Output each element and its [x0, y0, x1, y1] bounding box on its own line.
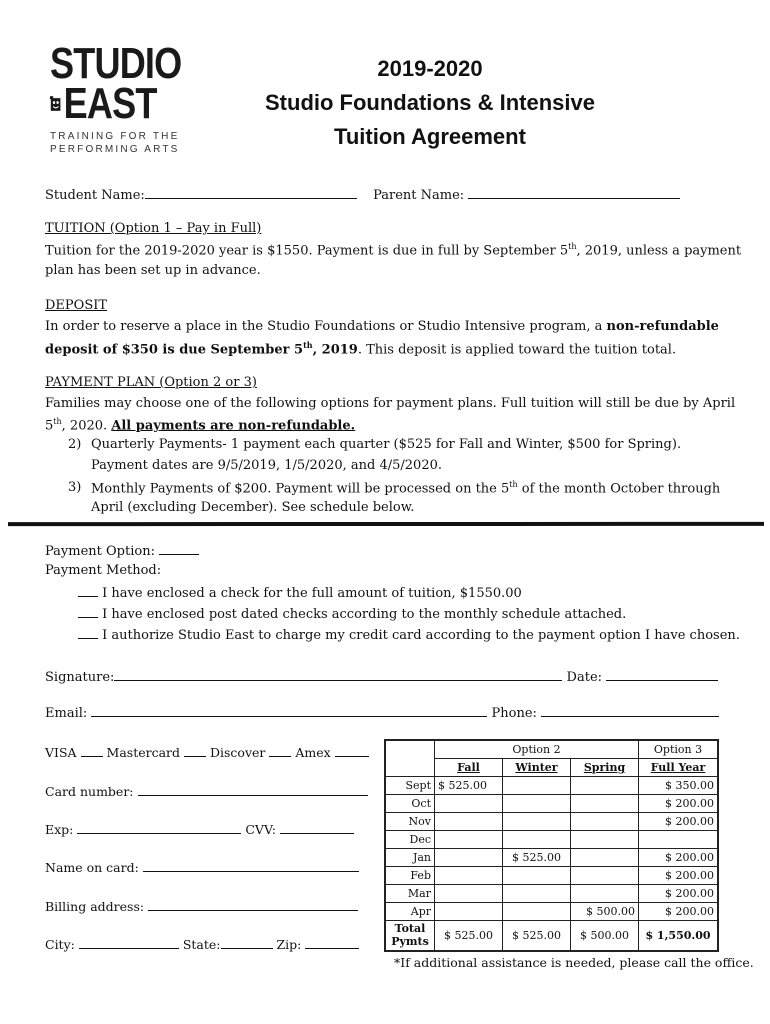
discover-label: Discover [210, 745, 266, 760]
fall-cell [435, 849, 503, 867]
fall-cell [435, 903, 503, 921]
fall-cell [435, 867, 503, 885]
pp-sup: th [53, 417, 62, 426]
header-blank-cell [385, 740, 435, 777]
names-row [45, 186, 680, 203]
total-label: Total [394, 922, 426, 936]
payment-method-label: Payment Method: [45, 563, 162, 578]
winter-cell [503, 813, 571, 831]
email-label: Email: [45, 706, 88, 721]
payment-option-row [45, 542, 199, 559]
table-row [385, 903, 718, 921]
deposit-bold-c: , 2019 [312, 342, 358, 358]
option2-number: 2) [68, 437, 82, 452]
month-cell: Nov [385, 813, 435, 831]
city-state-zip-row [45, 936, 359, 952]
city-label: City: [45, 937, 75, 952]
payment-schedule-table [384, 739, 719, 952]
col-spring: Spring [571, 759, 639, 777]
name-on-card-row [45, 859, 359, 875]
full-cell: $ 200.00 [639, 849, 719, 867]
opt3-text-a: Monthly Payments of $200. Payment will be processed on the 5 [91, 481, 510, 497]
tuition-sup: th [568, 242, 577, 251]
fall-cell [435, 831, 503, 849]
month-cell: Mar [385, 885, 435, 903]
deposit-heading: DEPOSIT [45, 298, 108, 313]
payment-plan-text-2 [45, 417, 355, 433]
discover-field[interactable] [269, 744, 291, 757]
exp-field[interactable] [77, 821, 241, 834]
state-label: State: [182, 937, 221, 952]
month-cell: Apr [385, 903, 435, 921]
title-program: Studio Foundations & Intensive [265, 90, 595, 115]
option3-line-1 [91, 480, 751, 496]
logo-tagline-2: PERFORMING ARTS [50, 144, 180, 155]
month-cell: Jan [385, 849, 435, 867]
studio-east-logo [50, 39, 182, 156]
deposit-text-2 [45, 340, 745, 357]
option2-line-1: Quarterly Payments- 1 payment each quarter ($525 for Fall and Winter, $500 for Spring). [91, 437, 682, 452]
assistance-note: *If additional assistance is needed, please call the office. [394, 955, 754, 970]
full-cell: $ 200.00 [639, 867, 719, 885]
method-check-blank[interactable] [78, 584, 98, 597]
winter-cell [503, 903, 571, 921]
table-row [385, 867, 718, 885]
table-row [385, 831, 718, 849]
deposit-text-1 [45, 319, 745, 334]
spring-cell [571, 831, 639, 849]
month-cell: Sept [385, 777, 435, 795]
card-number-label: Card number: [45, 784, 134, 799]
email-field[interactable] [91, 704, 487, 717]
opt3-sup: th [509, 480, 518, 489]
spring-cell: $ 500.00 [571, 903, 639, 921]
fall-cell [435, 795, 503, 813]
section-divider [8, 522, 764, 526]
document-title [230, 52, 630, 154]
logo-line2: EAST [63, 79, 157, 128]
payment-plan-heading: PAYMENT PLAN (Option 2 or 3) [45, 375, 257, 390]
billing-address-row [45, 898, 358, 914]
method-postdated-row [78, 605, 626, 622]
method-postdated-label: I have enclosed post dated checks according to the monthly schedule attached. [102, 607, 627, 622]
tuition-heading: TUITION (Option 1 – Pay in Full) [45, 221, 262, 236]
tuition-text-2: plan has been set up in advance. [45, 263, 261, 278]
cvv-label: CVV: [245, 822, 276, 837]
table-row [385, 777, 718, 795]
table-row [385, 849, 718, 867]
winter-cell [503, 831, 571, 849]
full-cell: $ 200.00 [639, 885, 719, 903]
col-fall: Fall [435, 759, 503, 777]
full-cell: $ 200.00 [639, 795, 719, 813]
full-cell [639, 831, 719, 849]
tuition-text-a: Tuition for the 2019-2020 year is $1550. Payment is due in full by September 5 [45, 243, 569, 259]
option3-number: 3) [68, 480, 82, 495]
billing-address-label: Billing address: [45, 899, 145, 914]
tuition-text-1 [45, 242, 745, 258]
city-field[interactable] [79, 936, 179, 949]
winter-cell [503, 795, 571, 813]
table-row [385, 921, 718, 951]
logo-line2-wrap [50, 79, 157, 128]
full-cell: $ 200.00 [639, 903, 719, 921]
signature-row [45, 668, 718, 685]
student-name-field[interactable] [145, 186, 357, 199]
total-spring: $ 500.00 [571, 921, 639, 951]
title-agreement: Tuition Agreement [334, 124, 526, 149]
tuition-text-b: , 2019, unless a payment [576, 243, 742, 259]
total-winter: $ 525.00 [503, 921, 571, 951]
winter-cell [503, 867, 571, 885]
table-row [385, 795, 718, 813]
pp-text-b: , 2020. [61, 418, 112, 434]
method-postdated-blank[interactable] [78, 605, 98, 618]
card-type-row [45, 744, 369, 760]
theater-mask-icon [50, 88, 62, 120]
method-card-row [78, 626, 740, 643]
option2-header: Option 2 [435, 740, 639, 759]
cvv-field[interactable] [280, 821, 354, 834]
winter-cell: $ 525.00 [503, 849, 571, 867]
full-cell: $ 200.00 [639, 813, 719, 831]
date-label: Date: [566, 670, 603, 685]
payment-plan-text-1: Families may choose one of the following options for payment plans. Full tuition will still be due by April [45, 396, 736, 411]
phone-label: Phone: [491, 706, 537, 721]
winter-cell [503, 885, 571, 903]
amex-label: Amex [295, 745, 331, 760]
zip-field[interactable] [305, 936, 359, 949]
option3-line-2: April (excluding December). See schedule below. [91, 500, 415, 515]
payment-option-field[interactable] [159, 542, 199, 555]
pymts-label: Pymts [391, 935, 429, 949]
card-number-row [45, 783, 368, 799]
month-cell: Oct [385, 795, 435, 813]
date-field[interactable] [606, 668, 718, 681]
deposit-text-a: In order to reserve a place in the Studio Foundations or Studio Intensive program, a [45, 319, 607, 334]
method-card-blank[interactable] [78, 626, 98, 639]
card-number-field[interactable] [138, 783, 368, 796]
student-name-label: Student Name: [45, 188, 145, 203]
visa-label: VISA [45, 745, 77, 760]
col-full-year: Full Year [639, 759, 719, 777]
col-winter: Winter [503, 759, 571, 777]
method-card-label: I authorize Studio East to charge my credit card according to the payment option I have chosen. [102, 628, 740, 643]
total-fall: $ 525.00 [435, 921, 503, 951]
email-row [45, 704, 719, 721]
table-row [385, 759, 718, 777]
option3-header: Option 3 [639, 740, 719, 759]
mastercard-label: Mastercard [106, 745, 181, 760]
exp-label: Exp: [45, 822, 74, 837]
spring-cell [571, 849, 639, 867]
deposit-bold-b: deposit of $350 is due September 5 [45, 342, 304, 358]
opt3-text-b: of the month October through [517, 481, 721, 497]
total-label-cell [385, 921, 435, 951]
amex-field[interactable] [335, 744, 369, 757]
visa-field[interactable] [81, 744, 103, 757]
method-check-label: I have enclosed a check for the full amount of tuition, $1550.00 [102, 586, 522, 601]
deposit-text-b: . This deposit is applied toward the tuition total. [357, 342, 677, 358]
fall-cell [435, 885, 503, 903]
logo-line1: STUDIO [50, 39, 182, 88]
name-on-card-label: Name on card: [45, 860, 139, 875]
parent-name-field[interactable] [468, 186, 680, 199]
fall-cell [435, 813, 503, 831]
table-row [385, 740, 718, 759]
pp-nonrefundable: All payments are non-refundable. [111, 418, 356, 434]
month-cell: Dec [385, 831, 435, 849]
payment-option-label: Payment Option: [45, 544, 155, 559]
spring-cell [571, 813, 639, 831]
mastercard-field[interactable] [184, 744, 206, 757]
spring-cell [571, 885, 639, 903]
month-cell: Feb [385, 867, 435, 885]
winter-cell [503, 777, 571, 795]
phone-field[interactable] [541, 704, 719, 717]
title-year: 2019-2020 [377, 56, 483, 81]
option2-line-2: Payment dates are 9/5/2019, 1/5/2020, and 4/5/2020. [91, 458, 442, 473]
pp-text-a: 5 [45, 418, 54, 434]
spring-cell [571, 795, 639, 813]
deposit-sup: th [303, 340, 313, 350]
total-full-year: $ 1,550.00 [639, 921, 719, 951]
method-check-row [78, 584, 522, 601]
zip-label: Zip: [276, 937, 302, 952]
state-field[interactable] [221, 936, 273, 949]
deposit-bold-a: non-refundable [606, 319, 719, 334]
billing-address-field[interactable] [148, 898, 358, 911]
spring-cell [571, 777, 639, 795]
spring-cell [571, 867, 639, 885]
parent-name-label: Parent Name: [373, 188, 465, 203]
fall-cell: $ 525.00 [435, 777, 503, 795]
table-row [385, 813, 718, 831]
logo-tagline-1: TRAINING FOR THE [50, 131, 180, 142]
signature-field[interactable] [114, 668, 562, 681]
full-cell: $ 350.00 [639, 777, 719, 795]
table-row [385, 885, 718, 903]
name-on-card-field[interactable] [143, 859, 359, 872]
exp-cvv-row [45, 821, 354, 837]
signature-label: Signature: [45, 670, 115, 685]
